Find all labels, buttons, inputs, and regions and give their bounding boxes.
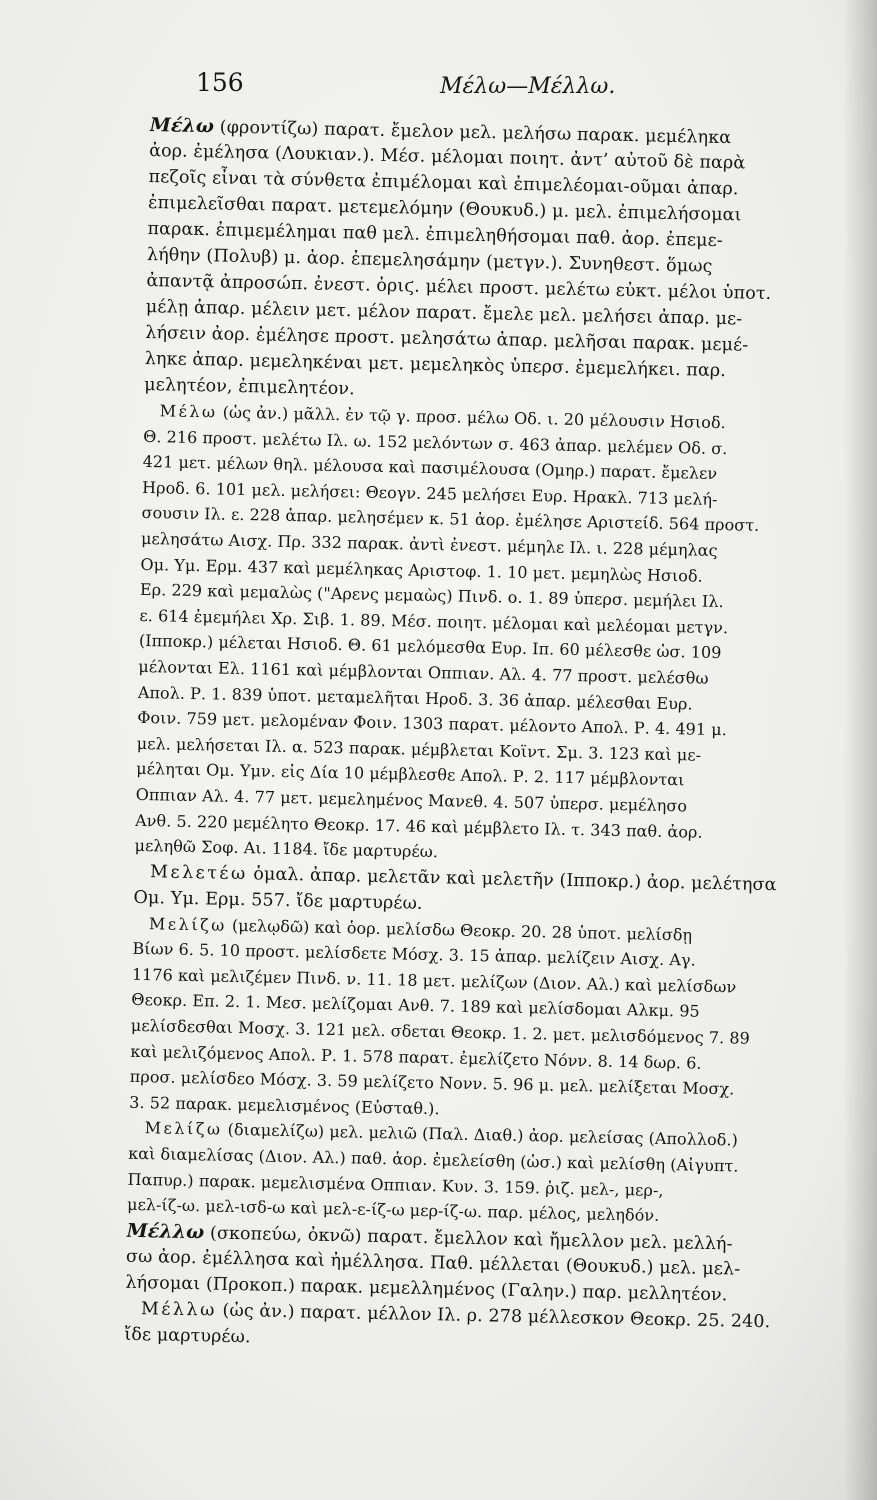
line-text: Θ. 216 προστ. μελέτω Ιλ. ω. 152 μελόντων σ. 463 ἀπαρ. μελέμεν Οδ. σ. [143,426,728,458]
line-text: ἴδε μαρτυρέω. [124,1324,251,1348]
line-text: μελ. μελήσεται Ιλ. α. 523 παρακ. μέμβλεται Κοϊντ. Σμ. 3. 123 καὶ με- [136,733,702,765]
entry-lemma: Μέλλω [126,1219,205,1244]
dictionary-text [124,112,856,1362]
line-text: μέλονται Ελ. 1161 καὶ μέμβλονται Οππιαν. Αλ. 4. 77 προστ. μελέσθω [138,656,709,688]
line-text: προσ. μελίσδεο Μόσχ. 3. 59 μελίζετο Νονν. 5. 96 μ. μελ. μελίξεται Μοσχ. [129,1067,735,1099]
dictionary-entry [144,112,856,413]
line-text: ὁμαλ. ἀπαρ. μελετᾶν καὶ μελετῆν (Ιπποκρ.) ἀορ. μελέτησα [247,863,777,895]
line-text: ε. 614 ἐμεμήλει Χρ. Σιβ. 1. 89. Μέσ. ποιητ. μέλομαι καὶ μελέομαι μετγν. [139,605,729,637]
subentry-lemma: Μέλω [159,401,218,422]
line-text: ἀπαντᾷ ἀπροσώπ. ἐνεστ. ὁριϛ. μέλει προστ. μελέτω εὐκτ. μέλοι ὑποτ. [146,270,772,305]
line-text: Φοιν. 759 μετ. μελομέναν Φοιν. 1303 παρατ. μέλοντο Απολ. Ρ. 4. 491 μ. [137,707,728,740]
line-text: καὶ μελιζόμενος Απολ. Ρ. 1. 578 παρατ. ἐμελίζετο Νόνν. 8. 14 δωρ. 6. [130,1041,702,1073]
line-text: σω ἀορ. ἐμέλλησα καὶ ἠμέλλησα. Παθ. μέλλεται (Θουκυδ.) μελ. μελ- [125,1246,741,1280]
line-text: παρακ. ἐπιμεμέλημαι παθ μελ. ἐπιμεληθήσομαι παθ. ἀορ. ἐπεμε- [147,218,723,252]
line-text: ληκε ἀπαρ. μεμεληκέναι μετ. μεμεληκὸς ὑπερσ. ἐμεμελήκει. παρ. [144,348,727,382]
line-text: μελ-ίζ-ω. μελ-ισδ-ω καὶ μελ-ε-ίζ-ω μερ-ίζ-ω. παρ. μέλος, μεληδόν. [126,1194,660,1226]
line-text: Θεοκρ. Επ. 2. 1. Μεσ. μελίζομαι Ανθ. 7. 189 καὶ μελίσδομαι Αλκμ. 95 [131,990,700,1022]
line-text: μέληται Ομ. Υμν. εἰς Δία 10 μέμβλεσθε Απολ. Ρ. 2. 117 μέμβλονται [136,759,685,790]
line-text: (φροντίζω) παρατ. ἔμελον μελ. μελήσω παρακ. μεμέληκα [213,117,732,149]
line-text: Βίων 6. 5. 10 προστ. μελίσδετε Μόσχ. 3. 15 ἀπαρ. μελίζειν Αισχ. Αγ. [132,939,696,970]
line-text: μεληθῶ Σοφ. Αι. 1184. ἴδε μαρτυρέω. [134,835,439,862]
line-text: (σκοπεύω, ὀκνῶ) παρατ. ἔμελλον καὶ ἤμελλον μελ. μελλή- [204,1223,733,1255]
line-text: μέλῃ ἀπαρ. μέλειν μετ. μέλον παρατ. ἔμελε μελ. μελήσει ἀπαρ. με- [145,296,743,330]
line-text: (ὡς ἀν.) μᾶλλ. ἐν τῷ γ. προσ. μέλω Οδ. ι. 20 μέλουσιν Ησιοδ. [217,402,726,433]
line-text: (Ιπποκρ.) μέλεται Ησιοδ. Θ. 61 μελόμεσθα Ευρ. Ιπ. 60 μέλεσθε ὡσ. 109 [138,631,722,663]
line-text: Απολ. Ρ. 1. 839 ὑποτ. μεταμελῆται Ηροδ. 3. 36 ἀπαρ. μέλεσθαι Ευρ. [137,682,693,714]
page-number: 156 [196,68,244,97]
line-text: μελησάτω Αισχ. Πρ. 332 παρακ. ἀντὶ ἐνεστ. μέμηλε Ιλ. ι. 228 μέμηλας [140,528,718,560]
page-header [196,68,636,108]
dictionary-entry [127,1115,835,1232]
line-text: Ερ. 229 καὶ μεμαλὼς ("Αρενς μεμαὼς) Πινδ. ο. 1. 89 ὑπερσ. μεμήλει Ιλ. [139,580,724,612]
dictionary-entry [125,1218,832,1311]
dictionary-entry [129,911,839,1130]
running-head: Μέλω—Μέλλω. [440,74,616,99]
line-text: μελητέον, ἐπιμελητέον. [144,374,355,400]
line-text: Ομ. Υμ. Ερμ. 557. ἴδε μαρτυρέω. [133,887,423,914]
line-text: σουσιν Ιλ. ε. 228 ἀπαρ. μελησέμεν κ. 51 ἀορ. ἐμέλησε Αριστείδ. 564 προστ. [141,503,760,536]
subentry-lemma: Μελίζω [144,1118,223,1140]
line-text: 1176 καὶ μελιζέμεν Πινδ. ν. 11. 18 μετ. μελίζων (Διον. Αλ.) καὶ μελίσδων [131,964,737,997]
line-text: ἀορ. ἐμέλησα (Λουκιαν.). Μέσ. μέλομαι ποιητ. ἀντ’ αὐτοῦ δὲ παρὰ [148,140,746,174]
line-text: μελίσδεσθαι Μοσχ. 3. 121 μελ. σδεται Θεοκρ. 1. 2. μετ. μελισδόμενος 7. 89 [130,1015,751,1048]
line-text: λήσομαι (Προκοπ.) παρακ. μεμελλημένος (Γαλην.) παρ. μελλητέον. [125,1272,728,1306]
line-text: Ηροδ. 6. 101 μελ. μελήσει: Θεογν. 245 μελήσει Ευρ. Ηρακλ. 713 μελή- [141,477,718,509]
line-text: 3. 52 παρακ. μεμελισμένος (Εὐσταθ.). [129,1092,440,1119]
subentry-lemma: Μέλλω [140,1298,218,1321]
line-text: (μελῳδῶ) καὶ ὁορ. μελίσδω Θεοκρ. 20. 28 ὑποτ. μελίσδῃ [226,915,693,945]
dictionary-entry [134,398,849,873]
line-text: λήσειν ἀορ. ἐμέλησε προστ. μελησάτω ἀπαρ. μελῆσαι παρακ. μεμέ- [145,322,749,356]
line-text: (διαμελίζω) μελ. μελιῶ (Παλ. Διαθ.) ἀορ. μελείσας (Απολλοδ.) [222,1120,739,1150]
line-text: Ανθ. 5. 220 μεμέλητο Θεοκρ. 17. 46 καὶ μέμβλετο Ιλ. τ. 343 παθ. ἀορ. [134,810,703,842]
subentry-lemma: Μελετέω [149,861,248,884]
entry-lemma: Μέλω [149,113,215,138]
line-text: καὶ διαμελίσας (Διον. Αλ.) παθ. ἀορ. ἐμελείσθη (ὡσ.) καὶ μελίσθη (Αἰγυπτ. [127,1143,739,1176]
line-text: λήθην (Πολυβ) μ. ἀορ. ἐπεμελησάμην (μετγν.). Συνηθεστ. ὅμως [146,244,713,277]
line-text: Οππιαν Αλ. 4. 77 μετ. μεμελημένος Μανεθ. 4. 507 ὑπερσ. μεμέλησο [135,784,688,816]
line-text: 421 μετ. μέλων θηλ. μέλουσα καὶ πασιμέλουσα (Ομηρ.) παρατ. ἔμελεν [142,452,718,484]
line-text: Παπυρ.) παρακ. μεμελισμένα Οππιαν. Κυν. 3. 159. ῥιζ. μελ-, μερ-, [127,1169,664,1200]
line-text: ἐπιμελεῖσθαι παρατ. μετεμελόμην (Θουκυδ.) μ. μελ. ἐπιμελήσομαι [147,192,742,226]
line-text: Ομ. Υμ. Ερμ. 437 καὶ μεμέληκας Αριστοφ. 1. 10 μετ. μεμηλὼς Ησιοδ. [140,554,704,586]
line-text: (ὡς ἀν.) παρατ. μέλλον Ιλ. ρ. 278 μέλλεσκον Θεοκρ. 25. 240. [216,1300,771,1333]
line-text: πεζοῖς εἶναι τὰ σύνθετα ἐπιμέλομαι καὶ ἐπιμελέομαι-οῦμαι ἀπαρ. [148,166,739,200]
subentry-lemma: Μελίζω [148,913,228,935]
